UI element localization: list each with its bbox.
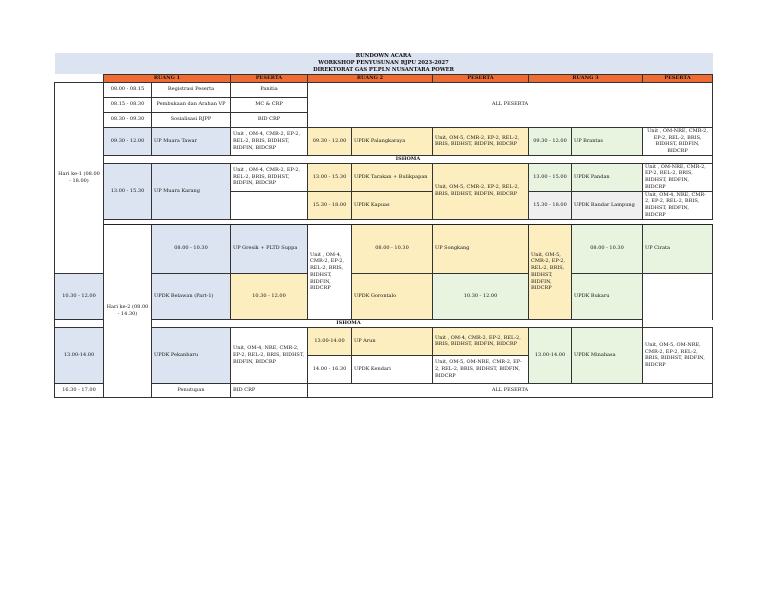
- time-cell: 08.15 - 08.30: [104, 97, 152, 112]
- time-cell: 13.00 - 15.30: [308, 163, 352, 191]
- activity-cell: UPDK Palangkaraya: [352, 127, 433, 155]
- header-peserta-1: PESERTA: [231, 75, 308, 83]
- header-peserta-3: PESERTA: [643, 75, 713, 83]
- day-1-label: Hari ke-1 (08.00 - 18.00): [55, 82, 104, 273]
- participant-cell: Unit, OM-4, NRE, CMR-2, EP-2, REL-2, BRIS, BIDHST, BIDFIN, BIDCRP: [231, 327, 308, 383]
- day-2-label: Hari ke-2 (08.00 - 14.30): [104, 224, 152, 397]
- activity-cell: UPDK Kendari: [352, 355, 433, 383]
- activity-cell: UP Arun: [352, 327, 433, 355]
- header-ruang-3: RUANG 3: [529, 75, 643, 83]
- activity-cell: UP Brantas: [572, 127, 643, 155]
- time-cell: 16.30 - 17.00: [55, 383, 104, 397]
- activity-cell: UPDK Gorontalo: [352, 274, 433, 320]
- title-line-2: WORKSHOP PENYUSUNAN RJPU 2023-2027: [55, 60, 713, 67]
- activity-cell: Pembukaan dan Arahan VP: [152, 97, 231, 112]
- activity-cell: Penutupan: [152, 383, 231, 397]
- all-participants-cell: ALL PESERTA: [308, 383, 713, 397]
- time-cell: 13.00-14.00: [529, 327, 572, 383]
- time-cell: 13.00 - 15.30: [104, 163, 152, 219]
- time-cell: 08.00 - 10.30: [572, 224, 643, 274]
- header-ruang-2: RUANG 2: [308, 75, 433, 83]
- title-line-1: RUNDOWN ACARA: [55, 53, 713, 60]
- activity-cell: UPDK Minahasa: [572, 327, 643, 383]
- header-peserta-2: PESERTA: [433, 75, 529, 83]
- participant-cell: Unit, OM-5, CMR-2, EP-2, REL-2, BRIS, BIDHST, BIDFIN, BIDCRP: [433, 127, 529, 155]
- activity-cell: UPDK Kapuas: [352, 191, 433, 219]
- time-cell: 08.00 - 10.30: [152, 224, 231, 274]
- time-cell: 10.30 - 12.00: [231, 274, 308, 320]
- time-cell: 13.00-14.00: [55, 327, 104, 383]
- time-cell: 09.30 - 12.00: [308, 127, 352, 155]
- time-cell: 09.30 - 12.00: [529, 127, 572, 155]
- activity-cell: UP Songkang: [433, 224, 529, 274]
- activity-cell: UP Muara Tawar: [152, 127, 231, 155]
- all-participants-cell: ALL PESERTA: [308, 82, 713, 127]
- activity-cell: Registrasi Peserta: [152, 82, 231, 97]
- participant-cell: Unit , OM-NRE, CMR-2, EP-2, REL-2, BRIS, BIDHST, BIDFIN, BIDCRP: [643, 127, 713, 155]
- activity-cell: UPDK Pandan: [572, 163, 643, 191]
- time-cell: 08.00 - 08.15: [104, 82, 152, 97]
- participant-cell: Unit , OM-NRE, CMR-2, EP-2, REL-2, BRIS, BIDHST, BIDFIN, BIDCRP: [643, 163, 713, 191]
- ishoma-break: ISHOMA: [104, 155, 713, 163]
- time-cell: 08.00 - 10.30: [352, 224, 433, 274]
- activity-cell: UPDK Belawan (Part-1): [152, 274, 231, 320]
- activity-cell: UP Muara Karang: [152, 163, 231, 219]
- activity-cell: UPDK Pekanbaru: [152, 327, 231, 383]
- activity-cell: UP Cirata: [643, 224, 713, 274]
- title-line-3: DIREKTORAT GAS PT.PLN NUSANTARA POWER: [55, 67, 713, 75]
- participant-cell: Unit, OM-5, OM-NRE, CMR-2, EP-2, REL-2, BRIS, BIDHST, BIDFIN, BIDCRP: [643, 327, 713, 383]
- participant-cell: Unit, OM-4, NRE, CMR-2, EP-2, REL-2, BRIS, BIDHST, BIDFIN, BIDCRP: [643, 191, 713, 219]
- activity-cell: UP Gresik + PLTD Suppa: [231, 224, 308, 274]
- header-ruang-1: RUANG 1: [104, 75, 231, 83]
- time-cell: 10.30 - 12.00: [55, 274, 104, 320]
- participant-cell: Unit, OM-5, OM-NRE, CMR-2, EP-2, REL-2, BRIS, BIDHST, BIDFIN, BIDCRP: [433, 355, 529, 383]
- participant-cell: BID CRP: [231, 383, 308, 397]
- rundown-table: [54, 53, 713, 398]
- activity-cell: Sosialisasi RJPP: [152, 112, 231, 127]
- time-cell: 13.00 - 15.00: [529, 163, 572, 191]
- time-cell: 15.30 - 18.00: [308, 191, 352, 219]
- participant-cell: BID CRP: [231, 112, 308, 127]
- activity-cell: UPDK Tarakan + Bulikpapan: [352, 163, 433, 191]
- participant-cell: Unit , OM-4, CMR-2, EP-2, REL-2, BRIS, BIDHST, BIDFIN, BIDCRP: [231, 163, 308, 191]
- activity-cell: UPDK Bukaru: [572, 274, 643, 320]
- participant-cell: Panitia: [231, 82, 308, 97]
- participant-cell: MC & CRP: [231, 97, 308, 112]
- ishoma-break: ISHOMA: [55, 320, 643, 328]
- time-cell: 09.30 - 12.00: [104, 127, 152, 155]
- participant-cell: Unit, OM-5, CMR-2, EP-2, REL-2, BRIS, BIDHST, BIDFIN, BIDCRP: [529, 224, 572, 320]
- time-cell: 14.00 - 16.30: [308, 355, 352, 383]
- time-cell: 15.30 - 18.00: [529, 191, 572, 219]
- time-cell: 10.30 - 12.00: [433, 274, 529, 320]
- participant-cell: Unit , OM-4, CMR-2, EP-2, REL-2, BRIS, BIDHST, BIDFIN, BIDCRP: [433, 327, 529, 355]
- time-cell: 08.30 - 09.30: [104, 112, 152, 127]
- participant-cell: Unit , OM-4, CMR-2, EP-2, REL-2, BRIS, BIDHST, BIDFIN, BIDCRP: [308, 224, 352, 320]
- participant-cell: Unit , OM-4, CMR-2, EP-2, REL-2, BRIS, BIDHST, BIDFIN, BIDCRP: [231, 127, 308, 155]
- participant-cell: Unit, OM-5, CMR-2, EP-2, REL-2, BRIS, BIDHST, BIDFIN, BIDCRP: [433, 163, 529, 219]
- activity-cell: UPDK Bandar Lampung: [572, 191, 643, 219]
- time-cell: 13.00-14.00: [308, 327, 352, 355]
